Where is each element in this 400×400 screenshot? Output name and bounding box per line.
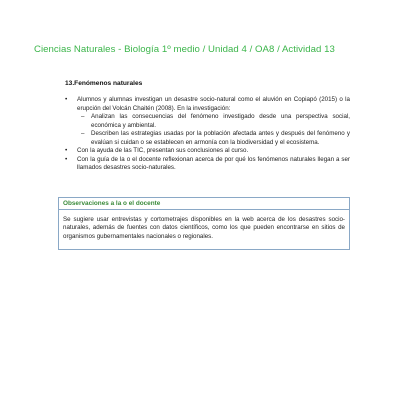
breadcrumb: Ciencias Naturales - Biología 1º medio / Unidad 4 / OA8 / Actividad 13 bbox=[34, 44, 335, 55]
list-item-text: Alumnos y alumnas investigan un desastre socio-natural como el aluvión en Copiapó (2015) o la erupción del Volcán Chaitén (2008). En la investigación: bbox=[77, 96, 350, 112]
list-item bbox=[60, 96, 350, 147]
sub-bullet-list bbox=[77, 113, 350, 147]
sub-list-item: – Analizan las consecuencias del fenómeno investigado desde una perspectiva social, económica y ambiental. bbox=[77, 113, 350, 130]
observations-title: Observaciones a la o el docente bbox=[59, 198, 349, 210]
observations-text: Se sugiere usar entrevistas y cortometrajes disponibles en la web acerca de los desastres socio-naturales, además de fuentes con datos científicos, como los que pueden encontrarse en sitios de organismos gubernamentales nacionales o regionales. bbox=[63, 216, 345, 240]
sub-list-item: – Describen las estrategias usadas por la población afectada antes y después del fenómeno y evalúan si cuidan o se establecen en armonía con la biodiversidad y el ecosistema. bbox=[77, 130, 350, 147]
activity-content bbox=[60, 80, 350, 173]
list-item: • Con la guía de la o el docente reflexionan acerca de por qué los fenómenos naturales llegan a ser llamados desastres socio-naturales. bbox=[60, 156, 350, 173]
section-title: 13.Fenómenos naturales bbox=[65, 80, 143, 87]
bullet-list bbox=[60, 96, 350, 173]
list-item: • Con la ayuda de las TIC, presentan sus conclusiones al curso. bbox=[60, 147, 350, 156]
observations-box bbox=[58, 197, 350, 250]
